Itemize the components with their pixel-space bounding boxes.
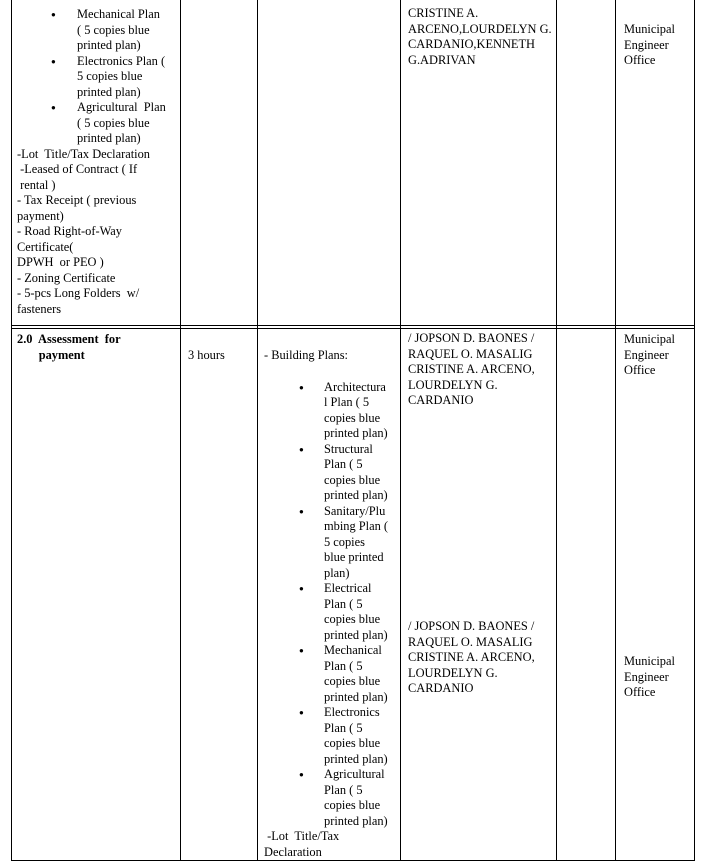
row2-plan-bullet-list <box>264 380 399 830</box>
table-border-bottom <box>11 860 695 861</box>
processing-time: 3 hours <box>188 348 225 362</box>
lot-title-line: -Lot Title/Tax Declaration <box>264 829 340 859</box>
requirement-line: - Zoning Certificate <box>17 270 116 285</box>
office-name: Municipal Engineer Office <box>624 332 675 377</box>
list-item <box>14 54 179 101</box>
requirement-line: - 5-pcs Long Folders w/ fasteners <box>17 286 140 316</box>
col-divider-5 <box>615 0 616 861</box>
list-item <box>14 7 179 54</box>
list-item <box>264 504 399 582</box>
office-name: Municipal Engineer Office <box>624 22 675 67</box>
bullet-text: ● Electronics Plan ( 5 copies blue printed plan) <box>77 53 166 99</box>
row2-processing-time <box>188 348 254 364</box>
requirement-line: - Road Right-of-Way Certificate( DPWH or PEO ) <box>17 224 122 269</box>
person-names: CRISTINE A. ARCENO,LOURDELYN G. CARDANIO,KENNETH G.ADRIVAN <box>408 6 552 67</box>
requirement-line: - Tax Receipt ( previous payment) <box>17 193 137 223</box>
list-item <box>264 767 399 829</box>
requirement-line: -Leased of Contract ( If rental ) <box>20 162 138 192</box>
row1-requirements-cell <box>14 7 179 317</box>
row2-step <box>17 332 177 363</box>
table-border-right <box>694 0 695 861</box>
bullet-text: ● Agricultural Plan ( 5 copies blue printed plan) <box>324 767 388 828</box>
row2-office-b <box>624 654 692 701</box>
person-names: / JOPSON D. BAONES / RAQUEL O. MASALIG CRISTINE A. ARCENO, LOURDELYN G. CARDANIO <box>408 331 535 407</box>
row1-person-responsible <box>408 6 554 68</box>
row1-plan-bullet-list <box>14 7 179 147</box>
bullet-text: ● Mechanical Plan ( 5 copies blue printed plan) <box>77 7 160 52</box>
bullet-text: ● Agricultural Plan ( 5 copies blue printed plan) <box>77 100 166 145</box>
bullet-text: ● Mechanical Plan ( 5 copies blue printed plan) <box>324 643 388 704</box>
col-divider-4 <box>556 0 557 861</box>
col-divider-2 <box>257 0 258 861</box>
bullet-text: ● Architectura l Plan ( 5 copies blue printed plan) <box>324 379 388 440</box>
requirement-line: -Lot Title/Tax Declaration <box>17 146 150 161</box>
bullet-text: ● Structural Plan ( 5 copies blue printed plan) <box>324 441 388 502</box>
bullet-text: ● Electronics Plan ( 5 copies blue printed plan) <box>324 705 388 766</box>
bullet-text: ● Electrical Plan ( 5 copies blue printed plan) <box>324 581 388 642</box>
col-divider-1 <box>180 0 181 861</box>
row1-other-requirements <box>14 147 179 318</box>
list-item <box>14 100 179 147</box>
row2-person-responsible-a <box>408 331 554 409</box>
row2-office-a <box>624 332 692 379</box>
col-divider-3 <box>400 0 401 861</box>
building-plans-heading: - Building Plans: <box>264 348 348 362</box>
row2-person-responsible-b <box>408 619 554 697</box>
row-divider-double <box>11 328 695 329</box>
bullet-text: ● Sanitary/Plu mbing Plan ( 5 copies blue printed plan) <box>324 503 389 580</box>
list-item <box>264 442 399 504</box>
list-item <box>264 643 399 705</box>
row1-office <box>624 22 692 69</box>
table-border-left <box>11 0 12 861</box>
list-item <box>264 380 399 442</box>
office-name: Municipal Engineer Office <box>624 654 675 699</box>
row2-requirements-cell <box>264 348 399 860</box>
row-divider <box>11 325 695 326</box>
list-item <box>264 581 399 643</box>
step-title: 2.0 Assessment for payment <box>17 332 121 362</box>
list-item <box>264 705 399 767</box>
person-names: / JOPSON D. BAONES / RAQUEL O. MASALIG CRISTINE A. ARCENO, LOURDELYN G. CARDANIO <box>408 619 535 695</box>
